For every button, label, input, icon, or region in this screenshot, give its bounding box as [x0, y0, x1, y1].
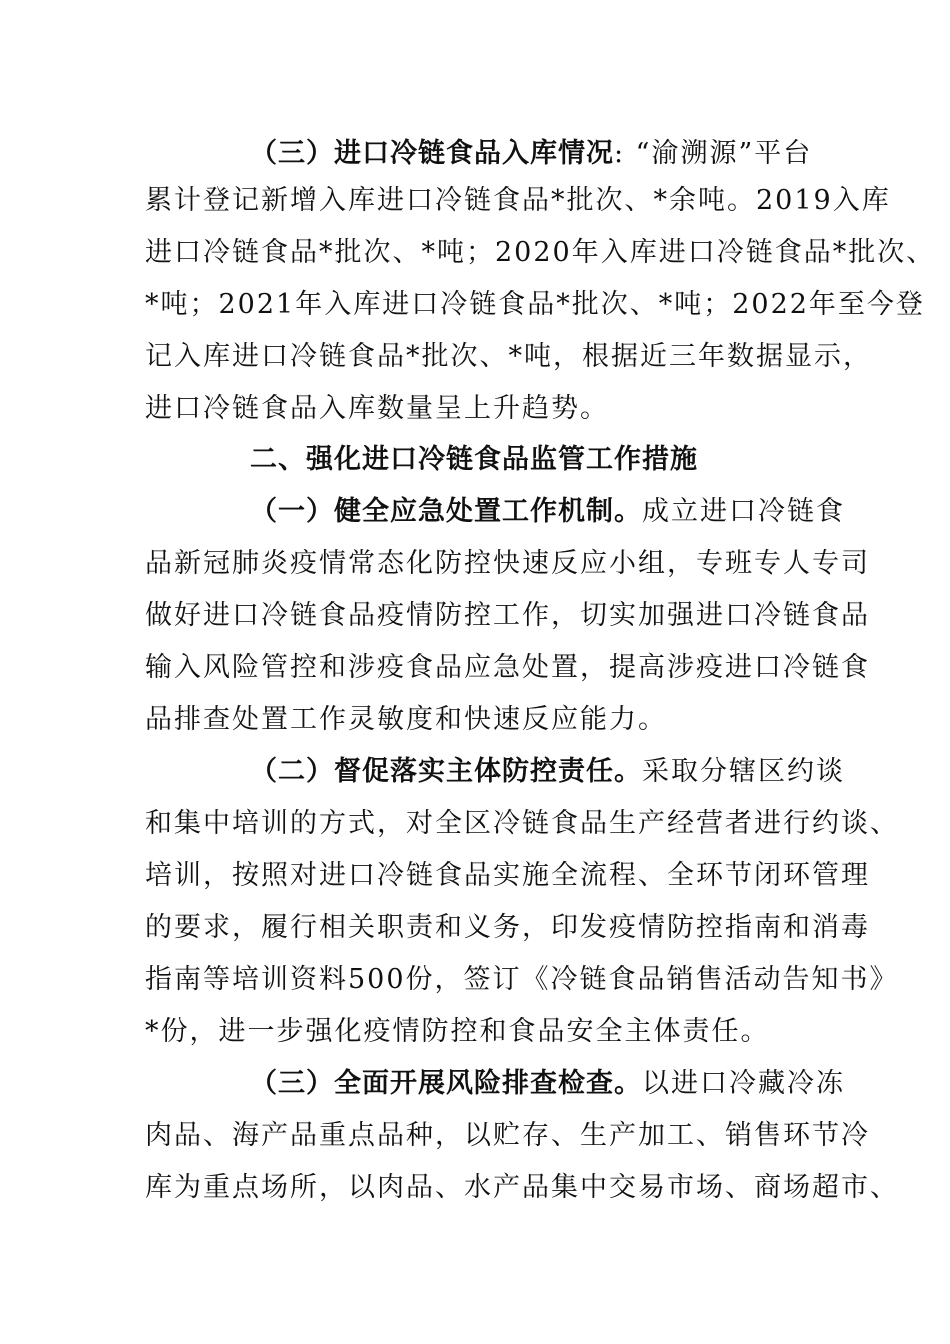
paragraph-line: 进口冷链食品*批次、*吨；2020年入库进口冷链食品*批次、 — [145, 237, 936, 268]
section-heading: （三）进口冷链食品入库情况 — [250, 138, 614, 169]
paragraph-text: : “渝溯源”平台 — [614, 138, 813, 169]
paragraph-line: 库为重点场所，以肉品、水产品集中交易市场、商场超市、 — [145, 1172, 899, 1203]
item-heading: （二）督促落实主体防控责任。 — [250, 756, 642, 787]
paragraph-line: 指南等培训资料500份，签订《冷链食品销售活动告知书》 — [145, 964, 899, 995]
paragraph-line: 培训，按照对进口冷链食品实施全流程、全环节闭环管理 — [145, 860, 870, 891]
paragraph-line: 的要求，履行相关职责和义务，印发疫情防控指南和消毒 — [145, 912, 870, 943]
paragraph-line: 进口冷链食品入库数量呈上升趋势。 — [145, 393, 609, 424]
paragraph-line — [250, 754, 940, 790]
paragraph-line — [250, 1066, 940, 1102]
item-heading: （三）全面开展风险排查检查。 — [250, 1068, 642, 1099]
paragraph-line: 记入库进口冷链食品*批次、*吨，根据近三年数据显示， — [145, 341, 872, 372]
item-heading: （一）健全应急处置工作机制。 — [250, 496, 642, 527]
paragraph-line: 肉品、海产品重点品种，以贮存、生产加工、销售环节冷 — [145, 1120, 870, 1151]
paragraph-line: *吨；2021年入库进口冷链食品*批次、*吨；2022年至今登 — [145, 289, 925, 320]
paragraph-line: 品排查处置工作灵敏度和快速反应能力。 — [145, 704, 667, 735]
paragraph-text: 以进口冷藏冷冻 — [642, 1068, 845, 1099]
paragraph-line: *份，进一步强化疫情防控和食品安全主体责任。 — [145, 1016, 770, 1047]
paragraph-line: 输入风险管控和涉疫食品应急处置，提高涉疫进口冷链食 — [145, 652, 870, 683]
paragraph-line — [250, 494, 940, 530]
paragraph-line: 品新冠肺炎疫情常态化防控快速反应小组，专班专人专司 — [145, 548, 870, 579]
paragraph-line: 和集中培训的方式，对全区冷链食品生产经营者进行约谈、 — [145, 808, 899, 839]
paragraph-text: 成立进口冷链食 — [642, 496, 845, 527]
paragraph-line — [250, 136, 940, 172]
paragraph-line: 做好进口冷链食品疫情防控工作，切实加强进口冷链食品 — [145, 600, 870, 631]
part-title: 二、强化进口冷链食品监管工作措施 — [250, 444, 698, 475]
paragraph-text: 采取分辖区约谈 — [642, 756, 845, 787]
paragraph-line: 累计登记新增入库进口冷链食品*批次、*余吨。2019入库 — [145, 185, 891, 216]
